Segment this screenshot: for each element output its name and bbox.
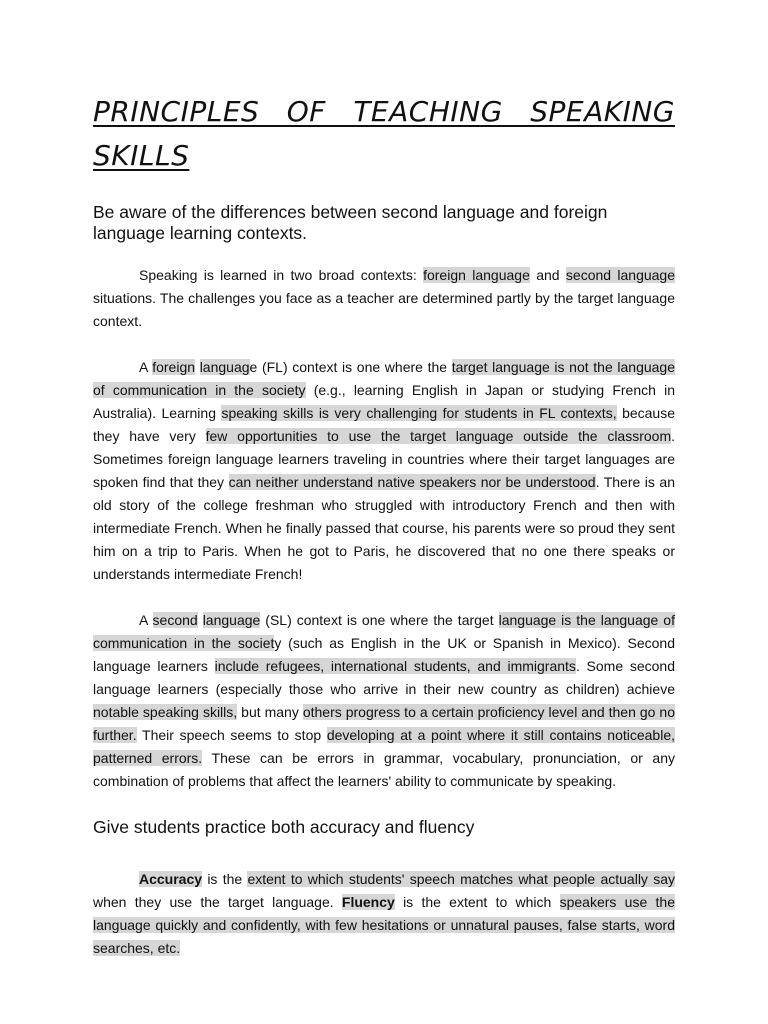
highlight: developing at a point where it still contains noticeable, patterned errors. xyxy=(93,727,676,766)
highlight: target language is not the language of communication in the society xyxy=(93,359,676,398)
highlight: foreign language xyxy=(423,267,530,283)
highlight: speakers use the language quickly and confidently, with few hesitations or unnatural pauses, false starts, word searches, etc. xyxy=(93,894,675,956)
highlight: extent to which students' speech matches what people actually say xyxy=(247,871,675,887)
highlight: others progress to a certain proficiency level and then go no further. xyxy=(93,704,675,743)
term-fluency: Fluency xyxy=(341,894,395,910)
highlight: few opportunities to use the target language outside the classroom xyxy=(205,428,672,444)
highlight: include refugees, international students, and immigrants xyxy=(214,658,576,674)
paragraph-accuracy-fluency: Accuracy is the extent to which students' speech matches what people actually say when they use the target language. Fluency is the extent to which speakers use the language quickly and confidently, with few hesitations or unnatural pauses, false starts, word searches, etc. xyxy=(93,871,675,956)
highlight: second xyxy=(152,612,198,628)
highlight: foreign xyxy=(152,359,196,375)
term-accuracy: Accuracy xyxy=(139,871,203,887)
document-title: PRINCIPLES OF TEACHING SPEAKING SKILLS xyxy=(93,95,675,172)
paragraph-broad-contexts: Speaking is learned in two broad contexts: foreign language and second language situations. The challenges you face as a teacher are determined partly by the target language context. xyxy=(93,267,676,329)
section-heading-accuracy-fluency: Give students practice both accuracy and fluency xyxy=(93,817,475,837)
section-heading-contexts: Be aware of the differences between second language and foreign language learning contexts. xyxy=(93,202,608,243)
highlight: language is the language of communication in the societ xyxy=(93,612,675,651)
highlight: can neither understand native speakers nor be understood xyxy=(228,474,596,490)
highlight: speaking skills is very challenging for students in FL contexts, xyxy=(221,405,617,421)
highlight: second language xyxy=(565,267,676,283)
highlight: language xyxy=(202,612,261,628)
paragraph-second-language: A second language (SL) context is one where the target language is the language of communication in the society (such as English in the UK or Spanish in Mexico). Second language learners include refugees, international students, and immigrants. Some second language learners (especially those who arrive in their new country as children) achieve notable speaking skills, but many others progress to a certain proficiency level and then go no further. Their speech seems to stop developing at a point where it still contains noticeable, patterned errors. These can be errors in grammar, vocabulary, pronunciation, or any combination of problems that affect the learners' ability to communicate by speaking. xyxy=(93,612,676,789)
highlight: languag xyxy=(199,359,250,375)
paragraph-foreign-language: A foreign language (FL) context is one where the target language is not the language of communication in the society (e.g., learning English in Japan or studying French in Australia). Learning speaking skills is very challenging for students in FL contexts, because they have very few opportunities to use the target language outside the classroom. Sometimes foreign language learners traveling in countries where their target languages are spoken find that they can neither understand native speakers nor be understood. There is an old story of the college freshman who struggled with introductory French and then with intermediate French. When he finally passed that course, his parents were so proud they sent him on a trip to Paris. When he got to Paris, he discovered that no one there speaks or understands intermediate French! xyxy=(93,359,676,582)
highlight: notable speaking skills, xyxy=(93,704,238,720)
